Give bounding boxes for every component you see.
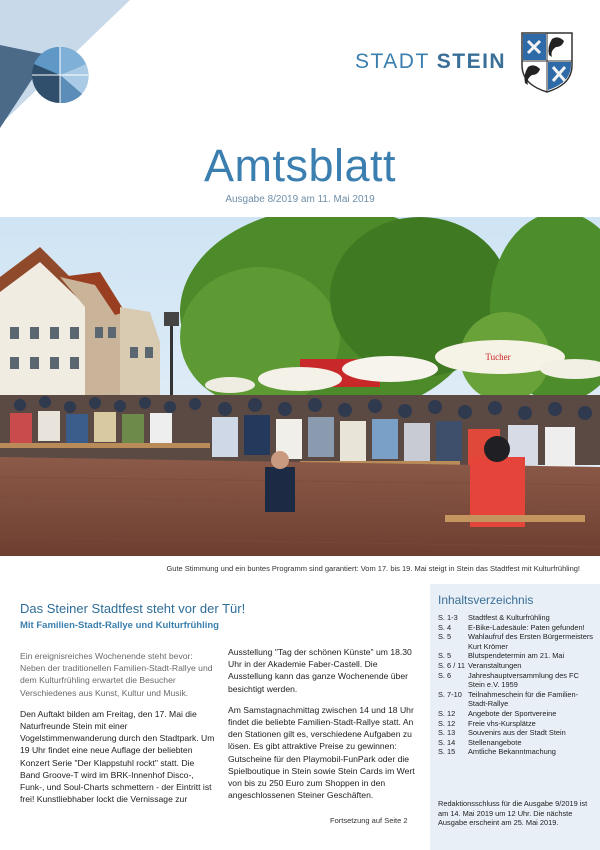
toc-item[interactable] xyxy=(438,651,594,661)
toc-item[interactable] xyxy=(438,747,594,757)
toc-text: E-Bike-Ladesäule: Paten gefunden! xyxy=(468,622,585,632)
toc-text: Freie vhs-Kursplätze xyxy=(468,718,536,728)
toc-text: Jahreshauptversammlung des FC Stein e.V. 1959 xyxy=(468,670,579,690)
issue-line: Ausgabe 8/2019 am 11. Mai 2019 xyxy=(225,194,375,205)
toc-text: Wahlaufruf des Ersten Bürgermeisters Kurt Krömer xyxy=(468,632,594,651)
toc-page: S. 5 xyxy=(438,632,452,642)
toc-page: S. 4 xyxy=(438,622,452,632)
photo-caption: Gute Stimmung und ein buntes Programm sind garantiert: Vom 17. bis 19. Mai steigt in Stein das Stadtfest mit Kulturfrühling! xyxy=(166,564,580,573)
toc-item[interactable] xyxy=(438,632,594,651)
toc-text: Stadtfest & Kulturfrühling xyxy=(468,613,550,622)
umbrella-brand-text: Tucher xyxy=(485,352,511,362)
article-paragraph: Ausstellung "Tag der schönen Künste" um 18.30 Uhr in der Akademie Faber-Castell. Die Ausstellung kann das ganze Wochenende über besichtigt werden. xyxy=(228,647,412,694)
toc-text: Angebote der Sportvereine xyxy=(468,708,557,718)
coat-of-arms-icon xyxy=(520,31,574,93)
toc-page: S. 14 xyxy=(438,737,456,747)
toc-list xyxy=(438,613,594,757)
toc-page: S. 1-3 xyxy=(438,613,458,622)
toc-text: Stellenangebote xyxy=(468,737,522,747)
toc-page: S. 12 xyxy=(438,718,456,728)
toc-item[interactable] xyxy=(438,623,594,633)
table-of-contents xyxy=(430,584,600,850)
toc-item[interactable] xyxy=(438,738,594,748)
toc-item[interactable] xyxy=(438,728,594,738)
toc-page: S. 15 xyxy=(438,747,456,757)
article-column-2 xyxy=(228,646,416,810)
article-subheadline: Mit Familien-Stadt-Rallye und Kulturfrühling xyxy=(20,620,219,631)
toc-item[interactable] xyxy=(438,719,594,729)
article-paragraph: Den Auftakt bilden am Freitag, den 17. Mai die Naturfreunde Stein mit einer Vogelstimmenwanderung durch den Stadtpark. Um 19 Uhr findet eine neue Auflage der beliebten Konzert Serie "Der Klappstuhl rockt" statt. Die Band Groove-T wird im BRK-Innenhof Disco-, Funk-, und Soul-Charts schmettern - der Eintritt ist frei! Kunstliebhaber lockt die Vernissage zur xyxy=(20,708,215,805)
toc-text: Amtliche Bekanntmachung xyxy=(468,747,556,757)
toc-item[interactable] xyxy=(438,661,594,671)
toc-item[interactable] xyxy=(438,671,594,690)
article-lead-paragraph: Ein ereignisreiches Wochenende steht bevor: Neben der traditionellen Familien-Stadt-Rallye und dem Kulturfrühling erwartet die Besucher Verschiedenes aus Kunst, Kultur und Musik. xyxy=(20,651,213,698)
brand-prefix: STADT xyxy=(355,50,430,73)
toc-text: Veranstaltungen xyxy=(468,660,522,670)
toc-page: S. 12 xyxy=(438,708,456,718)
masthead-title: Amtsblatt xyxy=(203,140,397,191)
town-brand xyxy=(355,50,506,74)
toc-item[interactable] xyxy=(438,709,594,719)
toc-text: Teilnahmeschein für die Familien-Stadt-Rallye xyxy=(468,689,579,709)
toc-text: Blutspendetermin am 21. Mai xyxy=(468,651,565,661)
toc-page: S. 6 xyxy=(438,670,452,680)
toc-title: Inhaltsverzeichnis xyxy=(438,593,534,607)
festival-photo xyxy=(0,217,600,556)
toc-page: S. 13 xyxy=(438,728,456,738)
deadline-note: Redaktionsschluss für die Ausgabe 9/2019 ist am 14. Mai 2019 um 12 Uhr. Die nächste Ausgabe erscheint am 25. Mai 2019. xyxy=(438,799,588,828)
article-column-1 xyxy=(20,650,216,814)
toc-item[interactable] xyxy=(438,690,594,709)
toc-text: Souvenirs aus der Stadt Stein xyxy=(468,728,566,738)
brand-name: STEIN xyxy=(436,50,507,73)
toc-item[interactable] xyxy=(438,613,594,623)
toc-page: S. 7-10 xyxy=(438,689,462,699)
article-paragraph: Am Samstagnachmittag zwischen 14 und 18 Uhr findet die beliebte Familien-Stadt-Rallye statt. An den Stationen gilt es, verschiedene Aufgaben zu lösen. Es gibt attraktive Preise zu gewinnen: Gutscheine für den Playmobil-FunPark oder die Spielboutique in Stein sowie Stein Cards im Wert von bis zu 250 Euro zum Shoppen in den angeschlossenen Steiner Geschäften. xyxy=(228,704,415,801)
continued-note: Fortsetzung auf Seite 2 xyxy=(330,816,408,825)
corner-logo-graphic xyxy=(0,0,130,130)
toc-page: S. 5 xyxy=(438,651,452,661)
article-headline: Das Steiner Stadtfest steht vor der Tür! xyxy=(20,601,246,616)
toc-page: S. 6 / 11 xyxy=(438,660,465,670)
